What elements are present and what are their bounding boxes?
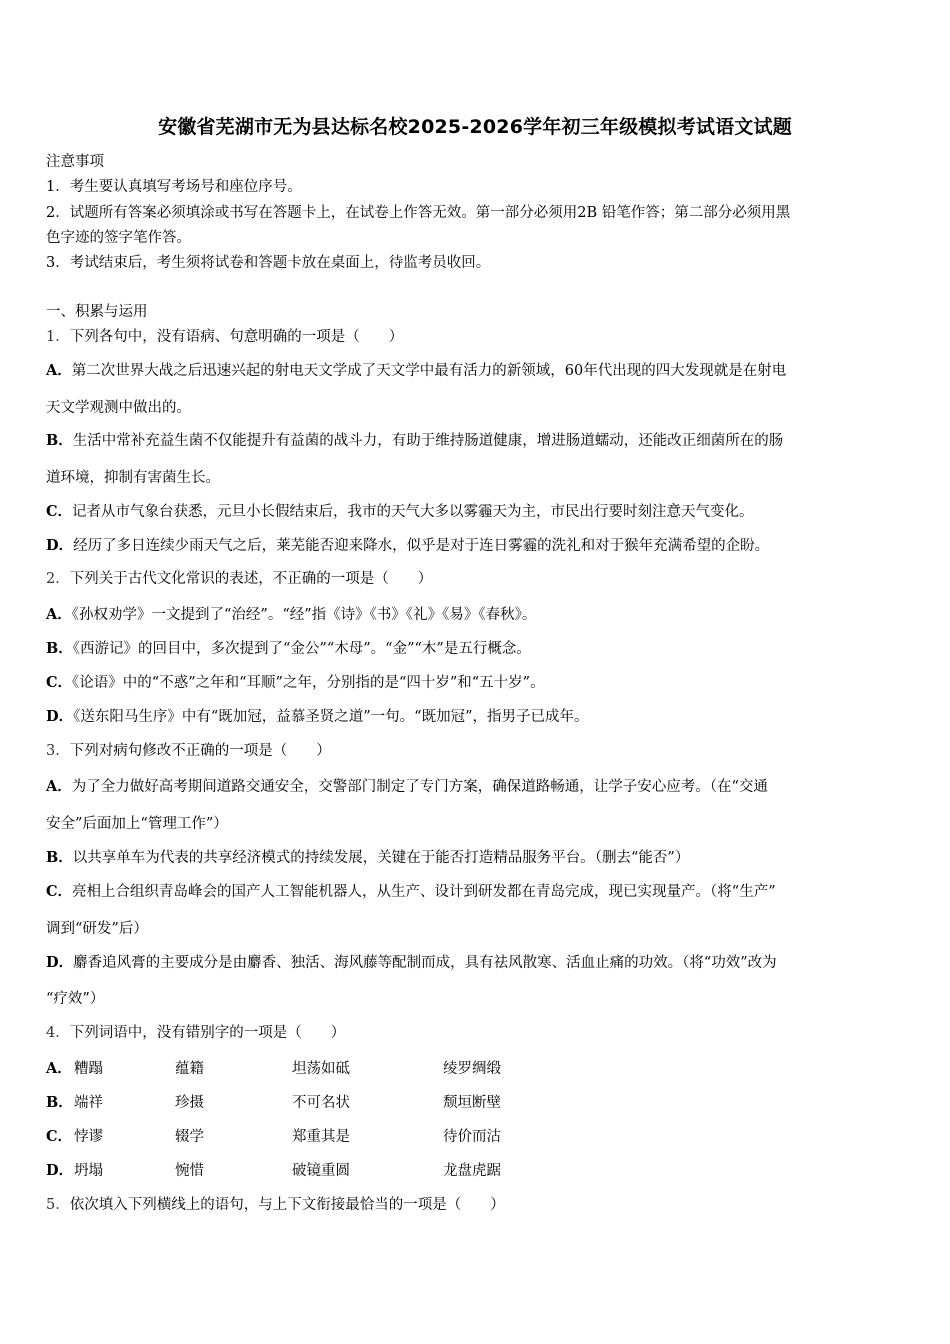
- q4-option-a[interactable]: [46, 1059, 906, 1079]
- option-letter: D．: [46, 954, 74, 971]
- q3-option-b[interactable]: [46, 848, 906, 868]
- notice-item-3: 3．考试结束后，考生须将试卷和答题卡放在桌面上，待监考员收回。: [46, 255, 491, 271]
- word-1: 端祥: [74, 1095, 103, 1111]
- option-text: 麝香追风膏的主要成分是由麝香、独活、海风藤等配制而成，具有祛风散寒、活血止痛的功效。（将“功效”改为: [73, 955, 777, 971]
- q4-option-b[interactable]: [46, 1093, 906, 1113]
- word-3: 郑重其是: [292, 1129, 350, 1145]
- question-4-stem: [46, 1023, 906, 1043]
- option-text: 《西游记》的回目中，多次提到了“金公”“木母”。“金”“木”是五行概念。: [72, 641, 531, 657]
- word-4: 待价而沽: [443, 1129, 501, 1145]
- question-number: 5．: [46, 1197, 70, 1213]
- q3-option-c-cont: 调到“研发”后）: [46, 921, 148, 937]
- question-2-stem: [46, 569, 906, 589]
- q4-option-c[interactable]: [46, 1127, 906, 1147]
- option-letter: B．: [46, 849, 73, 866]
- question-3-stem: [46, 741, 906, 761]
- option-letter: A．: [46, 778, 72, 795]
- option-letter: D．: [46, 537, 74, 554]
- word-2: 辍学: [175, 1129, 204, 1145]
- word-3: 破镜重圆: [292, 1163, 350, 1179]
- q1-option-c[interactable]: [46, 502, 906, 522]
- word-2: 蕴籍: [175, 1061, 204, 1077]
- q2-option-b[interactable]: [46, 639, 906, 659]
- section-heading: 一、积累与运用: [46, 304, 148, 320]
- option-letter: A．: [46, 606, 72, 623]
- question-text: 下列对病句修改不正确的一项是（ ）: [69, 743, 331, 759]
- q4-option-d[interactable]: [46, 1161, 906, 1181]
- question-number: 3．: [46, 743, 70, 759]
- q2-option-a[interactable]: [46, 605, 906, 625]
- option-text: 以共享单车为代表的共享经济模式的持续发展，关键在于能否打造精品服务平台。（删去“能否”）: [72, 850, 690, 866]
- notice-item-1: 1．考生要认真填写考场号和座位序号。: [46, 179, 302, 195]
- option-text: 第二次世界大战之后迅速兴起的射电天文学成了天文学中最有活力的新领域，60年代出现的四大发现就是在射电: [71, 363, 787, 379]
- option-letter: B．: [46, 432, 73, 449]
- option-letter: A．: [46, 1060, 72, 1077]
- word-4: 龙盘虎踞: [443, 1163, 501, 1179]
- option-text: 记者从市气象台获悉，元旦小长假结束后，我市的天气大多以雾霾天为主，市民出行要时刻注意天气变化。: [72, 504, 754, 520]
- option-letter: C．: [46, 883, 73, 900]
- q1-option-d[interactable]: [46, 536, 906, 556]
- option-text: 《送东阳马生序》中有“既加冠，益慕圣贤之道”一句。“既加冠”，指男子已成年。: [73, 709, 589, 725]
- option-text: 《孙权劝学》一文提到了“治经”。“经”指《诗》《书》《礼》《易》《春秋》。: [71, 607, 537, 623]
- question-text: 下列各句中，没有语病、句意明确的一项是（ ）: [69, 329, 404, 345]
- word-1: 悖谬: [74, 1129, 103, 1145]
- q3-option-a[interactable]: [46, 777, 906, 797]
- word-4: 颓垣断壁: [443, 1095, 501, 1111]
- word-2: 珍摄: [175, 1095, 204, 1111]
- option-text: 经历了多日连续少雨天气之后，莱芜能否迎来降水，似乎是对于连日雾霾的洗礼和对于猴年充满希望的企盼。: [73, 538, 770, 554]
- q1-option-b[interactable]: [46, 431, 906, 451]
- question-text: 下列关于古代文化常识的表述，不正确的一项是（ ）: [69, 571, 433, 587]
- question-number: 4．: [46, 1025, 70, 1041]
- word-1: 糟蹋: [74, 1061, 103, 1077]
- word-2: 惋惜: [175, 1163, 204, 1179]
- option-letter: A．: [46, 362, 72, 379]
- notice-heading: 注意事项: [46, 154, 104, 170]
- q3-option-d-cont: “疗效”）: [46, 991, 105, 1007]
- q1-option-b-cont: 道环境，抑制有害菌生长。: [46, 470, 220, 486]
- option-letter: D．: [46, 1162, 74, 1179]
- q3-option-a-cont: 安全”后面加上“管理工作”）: [46, 816, 228, 832]
- option-letter: C．: [46, 503, 73, 520]
- page-title: 安徽省芜湖市无为县达标名校2025-2026学年初三年级模拟考试语文试题: [158, 116, 792, 138]
- q2-option-c[interactable]: [46, 673, 906, 693]
- notice-item-2-cont: 色字迹的签字笔作答。: [46, 230, 191, 246]
- question-number: 1．: [46, 329, 70, 345]
- question-number: 2．: [46, 571, 70, 587]
- q2-option-d[interactable]: [46, 707, 906, 727]
- question-5-stem: [46, 1195, 906, 1215]
- word-3: 不可名状: [292, 1095, 350, 1111]
- option-letter: C．: [46, 1128, 73, 1145]
- word-4: 绫罗绸缎: [443, 1061, 501, 1077]
- question-1-stem: [46, 327, 906, 347]
- notice-item-2: 2．试题所有答案必须填涂或书写在答题卡上，在试卷上作答无效。第一部分必须用2B 铅笔作答；第二部分必须用黑: [46, 205, 791, 221]
- option-letter: C．: [46, 674, 73, 691]
- option-letter: B．: [46, 640, 73, 657]
- q3-option-d[interactable]: [46, 953, 906, 973]
- q1-option-a[interactable]: [46, 361, 906, 381]
- option-text: 《论语》中的“不惑”之年和“耳顺”之年，分别指的是“四十岁”和“五十岁”。: [72, 675, 545, 691]
- question-text: 下列词语中，没有错别字的一项是（ ）: [69, 1025, 346, 1041]
- q1-option-a-cont: 天文学观测中做出的。: [46, 400, 191, 416]
- word-1: 坍塌: [74, 1163, 103, 1179]
- option-text: 为了全力做好高考期间道路交通安全，交警部门制定了专门方案，确保道路畅通，让学子安心应考。（在“交通: [71, 779, 768, 795]
- q3-option-c[interactable]: [46, 882, 906, 902]
- option-letter: D．: [46, 708, 74, 725]
- option-letter: B．: [46, 1094, 73, 1111]
- option-text: 亮相上合组织青岛峰会的国产人工智能机器人，从生产、设计到研发都在青岛完成，现已实现量产。（将“生产”: [72, 884, 776, 900]
- option-text: 生活中常补充益生菌不仅能提升有益菌的战斗力，有助于维持肠道健康，增进肠道蠕动，还能改正细菌所在的肠: [72, 433, 784, 449]
- word-3: 坦荡如砥: [292, 1061, 350, 1077]
- question-text: 依次填入下列横线上的语句，与上下文衔接最恰当的一项是（ ）: [69, 1197, 505, 1213]
